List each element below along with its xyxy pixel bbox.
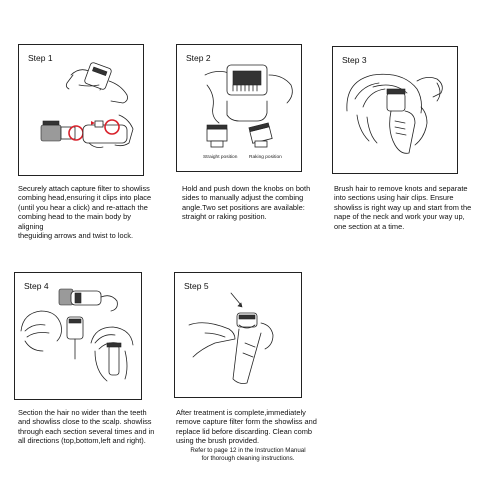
step-2-illustration (176, 44, 302, 172)
step-1-description (18, 184, 158, 240)
step-4-line: through each section several times and in (18, 426, 155, 436)
step-3-line: one section at a time. (334, 221, 405, 231)
step-5-illustration (174, 272, 302, 398)
raking-position-caption: Raking position (249, 155, 282, 160)
step-4-line: all directions (top,bottom,left and right). (18, 436, 146, 446)
step-4-line: and showliss close to the scalp. showliss (18, 417, 152, 427)
step-3-illustration (332, 46, 458, 174)
step-3-line: into sections using hair clips. Ensure (334, 193, 454, 203)
step-5-line: remove capture filter form the showliss and (176, 417, 317, 427)
step-5-note (182, 447, 314, 463)
step-2-drawing (177, 45, 301, 171)
step-2-line: Hold and push down the knobs on both (182, 184, 311, 193)
step-4-title: Step 4 (24, 281, 49, 291)
step-2-description (182, 184, 322, 222)
step-1-line: theguiding arrows and twist to lock. (18, 231, 134, 241)
straight-position-caption: Straight position (203, 155, 238, 160)
step-5-drawing (175, 273, 301, 397)
step-5-note-line: Refer to page 12 in the Instruction Manual (190, 447, 306, 454)
step-1-line: combing head to the main body by aligning (18, 212, 131, 231)
step-2-title: Step 2 (186, 53, 211, 63)
step-4-drawing (15, 273, 141, 399)
step-1-drawing (19, 45, 143, 175)
step-2-line: straight or raking position. (182, 212, 267, 222)
step-1-illustration (18, 44, 144, 176)
step-5-title: Step 5 (184, 281, 209, 291)
step-1-line: combing head,ensuring it clips into place (18, 193, 152, 203)
step-1-line: Securely attach capture filter to showliss (18, 184, 150, 193)
step-1-line: (until you hear a click) and re-attach the (18, 202, 148, 212)
step-3-description (334, 184, 480, 231)
step-3-drawing (333, 47, 457, 173)
step-2-line: angle.Two set positions are available: (182, 202, 305, 212)
step-1-title: Step 1 (28, 53, 53, 63)
step-5-note-line: for thorough cleaning instructions. (201, 455, 295, 462)
step-4-illustration (14, 272, 142, 400)
step-5-line: using the brush provided. (176, 436, 259, 446)
step-4-line: Section the hair no wider than the teeth (18, 408, 147, 417)
step-3-line: Brush hair to remove knots and separate (334, 184, 468, 193)
step-3-title: Step 3 (342, 55, 367, 65)
step-5-line: After treatment is complete,immediately (176, 408, 306, 417)
step-3-line: nape of the neck and work your way up, (334, 212, 465, 222)
step-4-description (18, 408, 168, 446)
step-5-description (176, 408, 326, 446)
step-5-line: replace lid before discarding. Clean comb (176, 426, 312, 436)
step-2-line: sides to manually adjust the combing (182, 193, 304, 203)
step-3-line: showliss is right way up and start from the (334, 202, 472, 212)
